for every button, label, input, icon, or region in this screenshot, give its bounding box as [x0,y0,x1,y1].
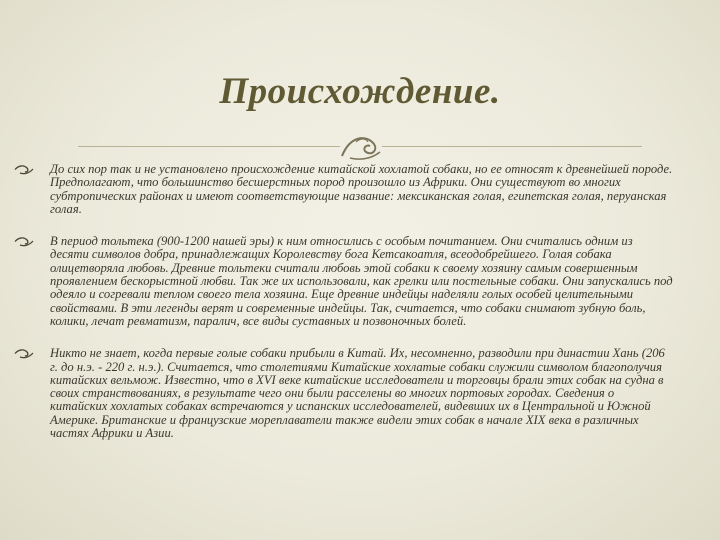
bullet-item [14,347,674,440]
bullet-ornament-icon [14,236,34,247]
bullet-list [14,163,674,459]
scroll-ornament-icon [336,130,386,164]
title-divider-right [382,146,642,147]
bullet-ornament-icon [14,164,34,175]
bullet-text: В период тольтека (900-1200 нашей эры) к ним относились с особым почитанием. Они считались одним из десяти символов добра, принадлежащих Королевству бога Кетсакоатля, всеодобрейшего. Голая собака олицетворяла любовь. Древние тольтеки считали любовь этой собаки к своему хозяину самым совершенным проявлением бескорыстной любви. Так же их использовали, как грелки или постельные собаки. Они запускались под одеяло и согревали теплом своего тела хозяина. Еще древние индейцы наделяли голых особей целительными свойствами. В эти легенды верят и современные индейцы. Так, считается, что собаки снимают зубную боль, колики, лечат ревматизм, паралич, все виды суставных и позвоночных болей. [50,234,673,328]
bullet-ornament-icon [14,348,34,359]
slide-title: Происхождение. [219,71,501,112]
title-divider-left [78,146,340,147]
bullet-text: Никто не знает, когда первые голые собаки прибыли в Китай. Их, несомненно, разводили при династии Хань (206 г. до н.э. - 220 г. н.э.). Считается, что столетиями Китайские хохлатые собаки служили символом благополучия китайских вельмож. Известно, что в XVI веке китайские исследователи и торговцы брали этих собак на судна в своих странствованиях, в результате чего они были расселены во многих портовых городах. Сведения о китайских хохлатых собаках встречаются у испанских исследователей, видевших их в Центральной и Южной Америке. Британские и французские мореплаватели также видели этих собак в начале XIX века в различных частях Африки и Азии. [50,346,665,441]
bullet-text: До сих пор так и не установлено происхождение китайской хохлатой собаки, но ее относят к древнейшей породе. Предполагают, что большинство бесшерстных пород произошло из Африки. Они существуют во многих субтропических районах и имеют соответствующие название: мексиканская голая, египетская голая, перуанская голая. [50,162,673,216]
bullet-item [14,163,674,216]
bullet-item [14,235,674,328]
